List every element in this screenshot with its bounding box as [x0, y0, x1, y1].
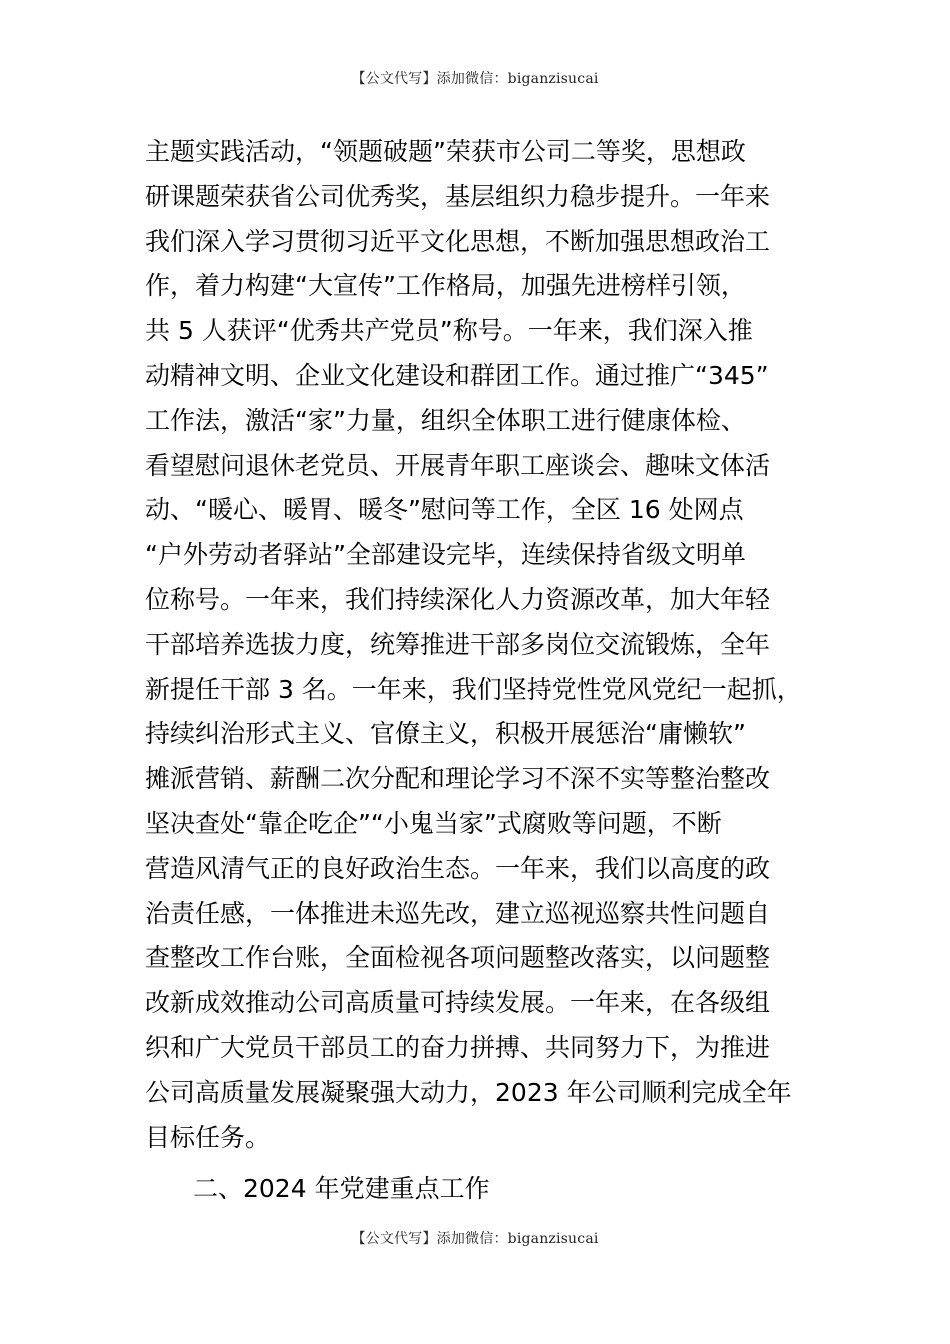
- body-line: 织和广大党员干部员工的奋力拼搏、共同努力下，为推进: [145, 1032, 771, 1062]
- body-paragraph: [145, 130, 835, 1160]
- header-watermark-note: 【公文代写】添加微信：biganzisucai: [351, 71, 599, 87]
- body-line: 我们深入学习贯彻习近平文化思想，不断加强思想政治工: [145, 226, 771, 256]
- body-line: 持续纠治形式主义、官僚主义，积极开展惩治“庸懒软”: [145, 719, 746, 749]
- body-line: 摊派营销、薪酬二次分配和理论学习不深不实等整治整改: [145, 764, 771, 794]
- body-line: 作，着力构建“大宣传”工作格局，加强先进榜样引领，: [145, 271, 746, 301]
- body-line: 看望慰问退休老党员、开展青年职工座谈会、趣味文体活: [145, 450, 771, 480]
- body-line: 坚决查处“靠企吃企”“小鬼当家”式腐败等问题，不断: [145, 808, 722, 838]
- body-line: 治责任感，一体推进未巡先改，建立巡视巡察共性问题自: [145, 898, 771, 928]
- section-heading: 二、2024 年党建重点工作: [193, 1174, 490, 1203]
- body-line: 营造风清气正的良好政治生态。一年来，我们以高度的政: [145, 853, 771, 883]
- body-line: 干部培养选拔力度，统筹推进干部多岗位交流锻炼，全年: [145, 629, 771, 659]
- body-line: 改新成效推动公司高质量可持续发展。一年来，在各级组: [145, 988, 771, 1018]
- body-line: “户外劳动者驿站”全部建设完毕，连续保持省级文明单: [145, 540, 746, 570]
- body-line: 位称号。一年来，我们持续深化人力资源改革，加大年轻: [145, 584, 771, 614]
- footer-watermark-note: 【公文代写】添加微信：biganzisucai: [351, 1231, 599, 1247]
- body-line: 主题实践活动，“领题破题”荣获市公司二等奖，思想政: [145, 137, 746, 166]
- body-line: 查整改工作台账，全面检视各项问题整改落实，以问题整: [145, 943, 771, 973]
- body-line: 目标任务。: [145, 1122, 271, 1152]
- body-line: 新提任干部 3 名。一年来，我们坚持党性党风党纪一起抓，: [145, 674, 802, 704]
- body-line: 动、“暖心、暖胃、暖冬”慰问等工作，全区 16 处网点: [145, 495, 744, 525]
- body-line: 工作法，激活“家”力量，组织全体职工进行健康体检、: [145, 405, 746, 435]
- body-line: 公司高质量发展凝聚强大动力，2023 年公司顺利完成全年: [145, 1077, 792, 1107]
- body-line: 研课题荣获省公司优秀奖，基层组织力稳步提升。一年来: [145, 181, 771, 211]
- body-line: 共 5 人获评“优秀共产党员”称号。一年来，我们深入推: [145, 316, 753, 346]
- body-line: 动精神文明、企业文化建设和群团工作。通过推广“345”: [145, 360, 769, 390]
